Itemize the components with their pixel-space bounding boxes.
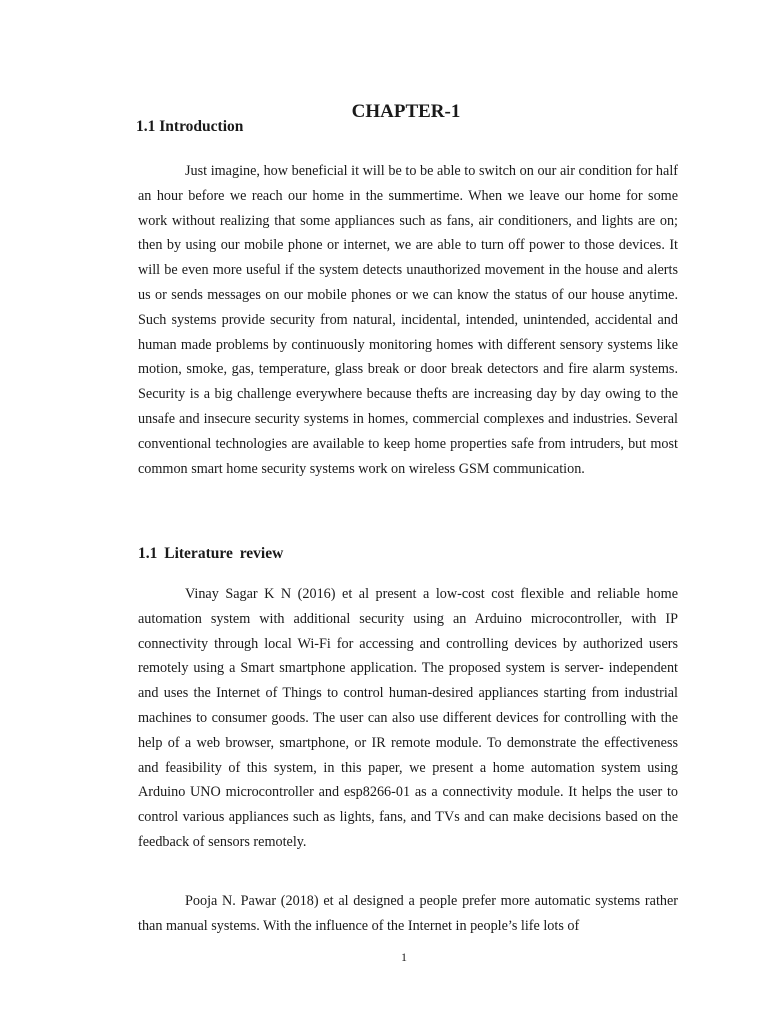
literature-paragraph-2: Pooja N. Pawar (2018) et al designed a people prefer more automatic systems rather than manual systems. With the influence of the Internet in people’s life lots of: [138, 893, 678, 934]
literature-paragraph-1: Vinay Sagar K N (2016) et al present a low-cost cost flexible and reliable home automation system with additional security using an Arduino microcontroller, with IP connectivity through local Wi-Fi for accessing and controlling devices by authorized users remotely using a Smart smartphone application. The proposed system is server- independent and uses the Internet of Things to control human-desired appliances starting from industrial machines to consumer goods. The user can also use different devices for controlling with the help of a web browser, smartphone, or IR remote module. To demonstrate the effectiveness and feasibility of this system, in this paper, we present a home automation system using Arduino UNO microcontroller and esp8266-01 as a connectivity module. It helps the user to control various appliances such as lights, fans, and TVs and can make decisions based on the feedback of sensors remotely.: [138, 586, 678, 850]
introduction-paragraph: Just imagine, how beneficial it will be to be able to switch on our air condition for half an hour before we reach our home in the summertime. When we leave our home for some work without realizing that some appliances such as fans, air conditioners, and lights are on; then by using our mobile phone or internet, we are able to turn off power to those devices. It will be even more useful if the system detects unauthorized movement in the house and alerts us or sends messages on our mobile phones or we can know the status of our house anytime. Such systems provide security from natural, incidental, intended, unintended, accidental and human made problems by continuously monitoring homes with different sensory systems like motion, smoke, gas, temperature, glass break or door break detectors and fire alarm systems. Security is a big challenge everywhere because thefts are increasing day by day owing to the unsafe and insecure security systems in homes, commercial complexes and industries. Several conventional technologies are available to keep home properties safe from intruders, but most common smart home security systems work on wireless GSM communication.: [138, 163, 678, 477]
chapter-title: CHAPTER-1: [351, 101, 461, 122]
section-heading-literature-review: 1.1 Literature review: [138, 545, 284, 562]
section-heading-introduction: 1.1 Introduction: [136, 118, 244, 135]
page-number: 1: [401, 950, 407, 964]
